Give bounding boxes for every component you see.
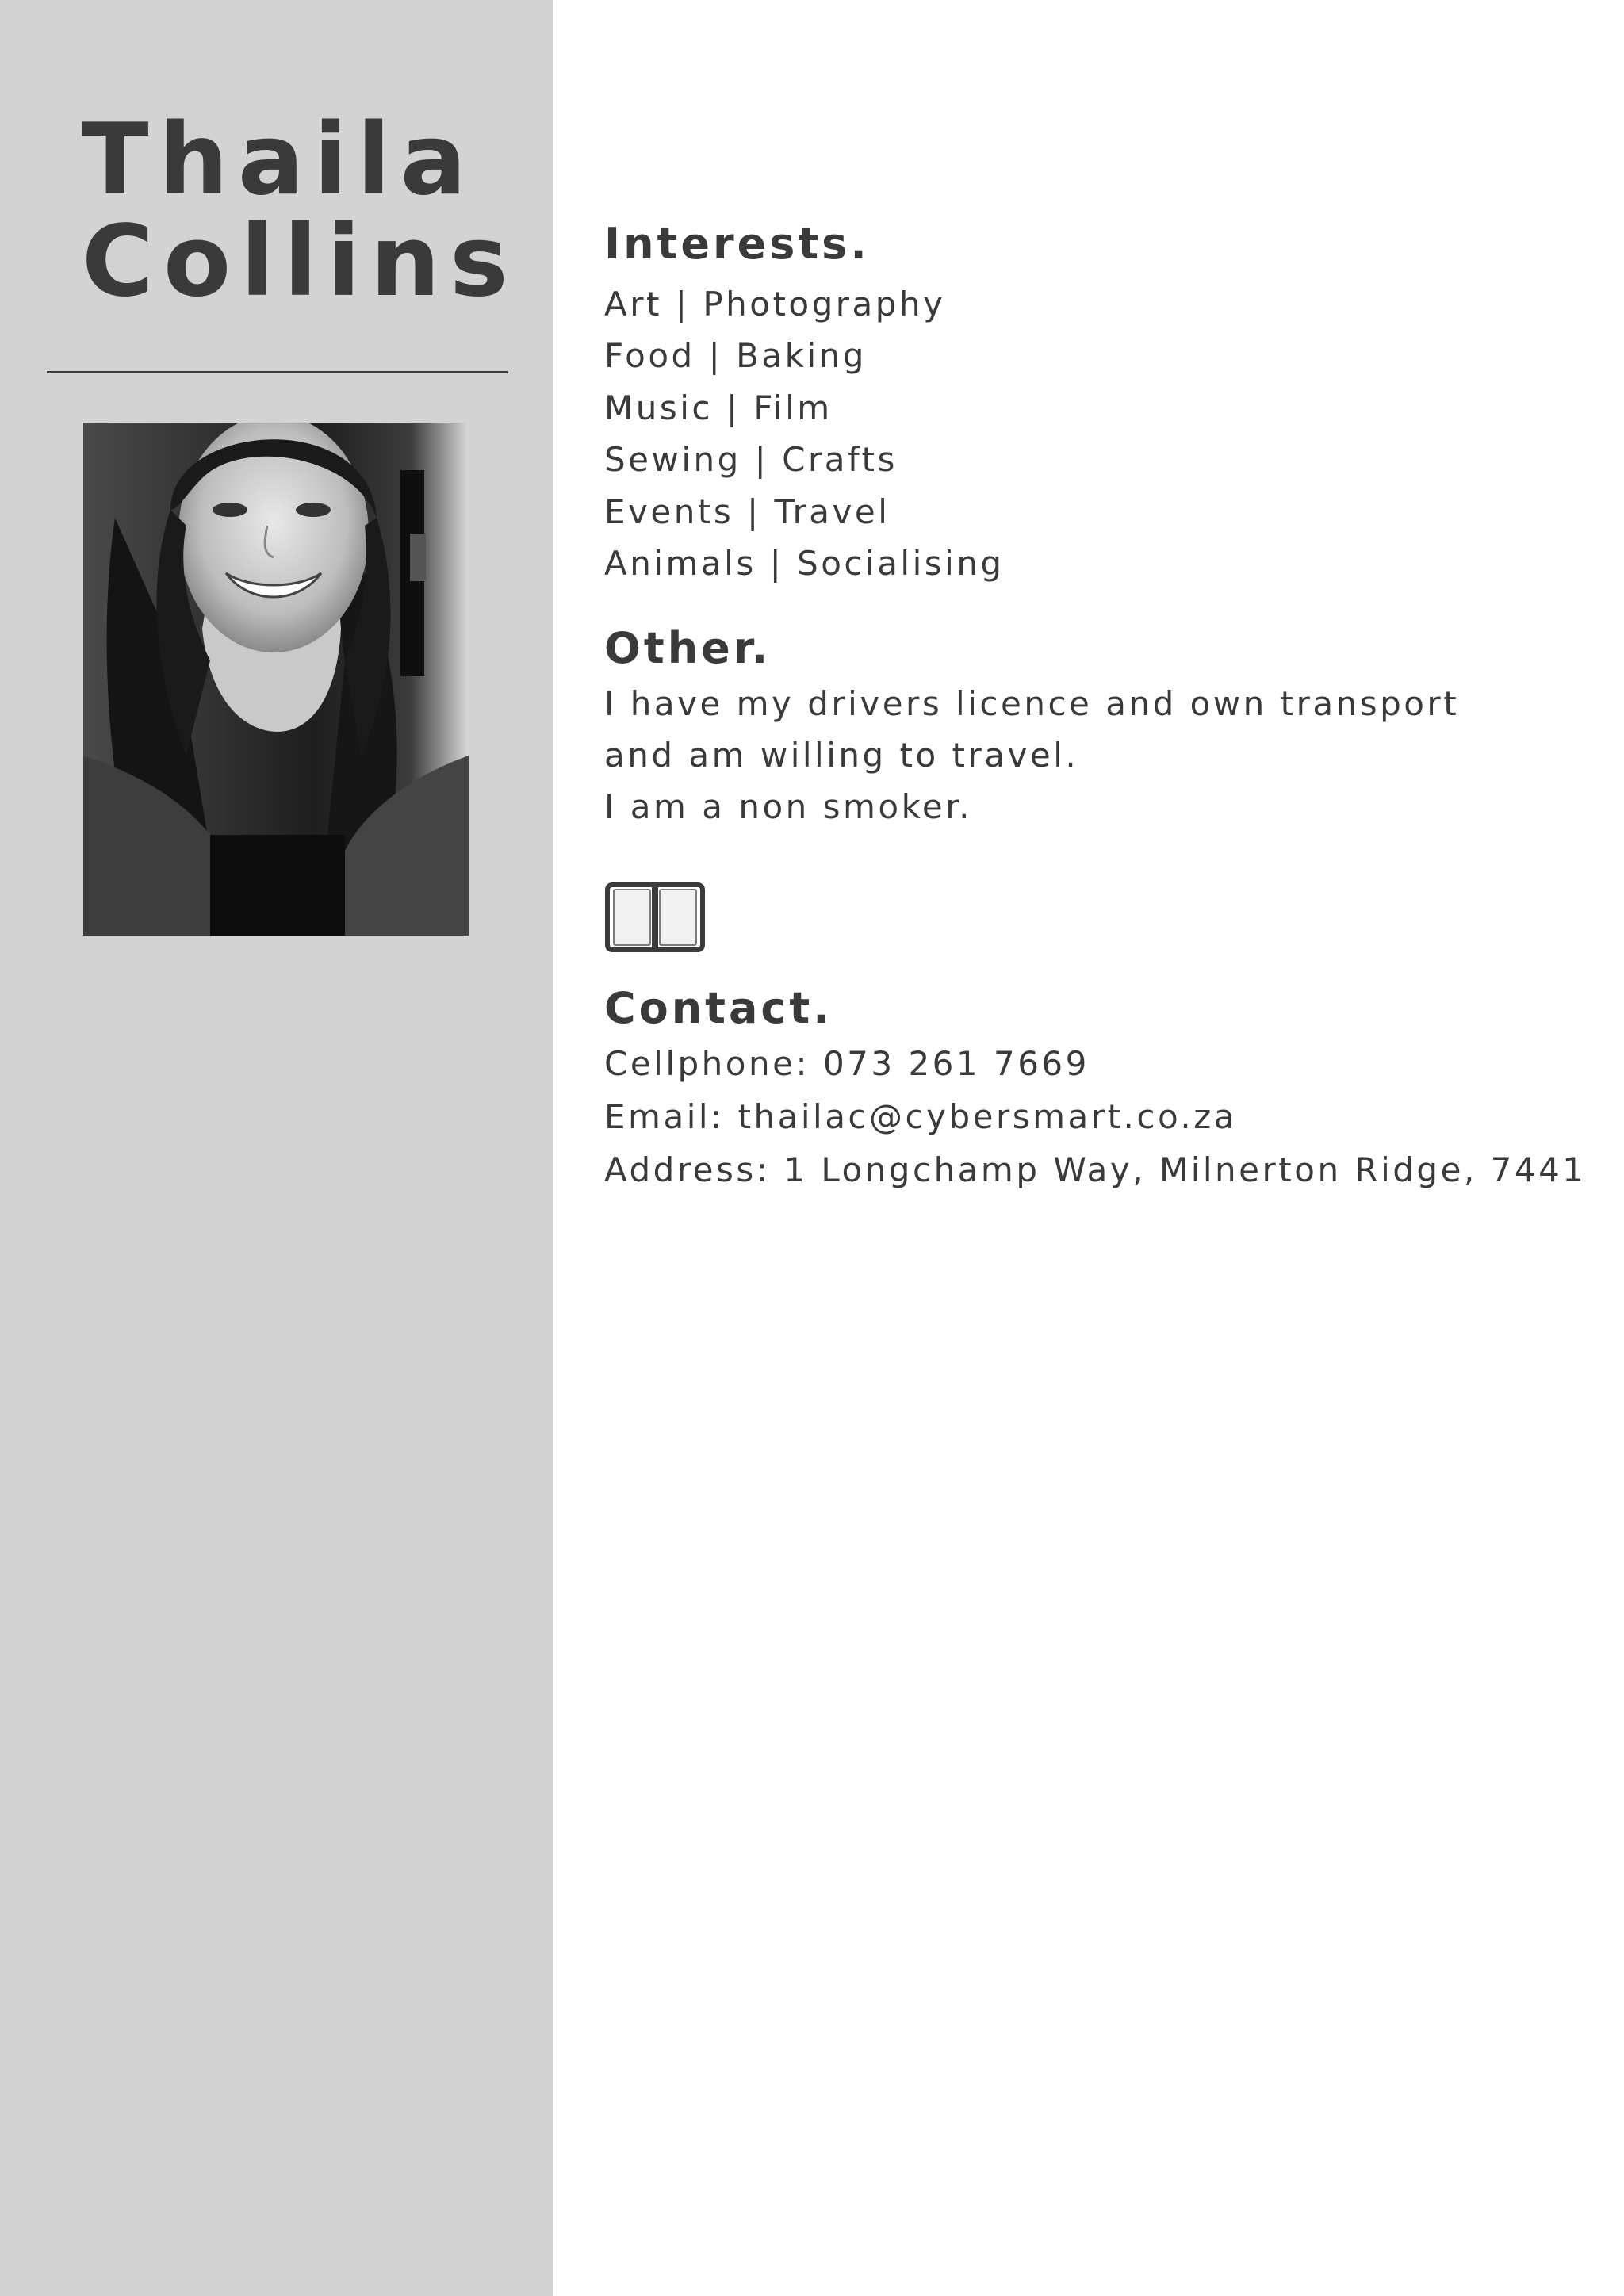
last-name: Collins <box>82 205 518 319</box>
name-divider <box>47 371 508 373</box>
sidebar <box>0 0 553 2296</box>
other-text <box>604 678 1540 832</box>
contact-email: Email: thailac@cybersmart.co.za <box>604 1097 1238 1136</box>
first-name: Thaila <box>82 103 477 217</box>
open-book-icon <box>604 882 706 953</box>
other-heading: Other. <box>604 623 772 673</box>
list-item: Events | Travel <box>604 492 891 531</box>
list-item: Sewing | Crafts <box>604 440 898 480</box>
interests-heading: Interests. <box>604 219 870 269</box>
portrait-photo-icon <box>83 423 469 936</box>
list-item: Animals | Socialising <box>604 544 1005 584</box>
other-line: I have my drivers licence and own transport and am willing to travel. <box>604 684 1460 775</box>
contact-address: Address: 1 Longchamp Way, Milnerton Ridge, 7441 <box>604 1150 1587 1189</box>
list-item: Food | Baking <box>604 336 867 376</box>
profile-photo <box>83 423 469 936</box>
other-line: I am a non smoker. <box>604 787 973 826</box>
name-title <box>82 103 518 319</box>
contact-list <box>604 1037 1587 1196</box>
contact-phone: Cellphone: 073 261 7669 <box>604 1044 1090 1083</box>
list-item: Art | Photography <box>604 285 946 323</box>
list-item: Music | Film <box>604 388 833 427</box>
interests-list <box>604 278 1005 589</box>
contact-heading: Contact. <box>604 983 833 1033</box>
